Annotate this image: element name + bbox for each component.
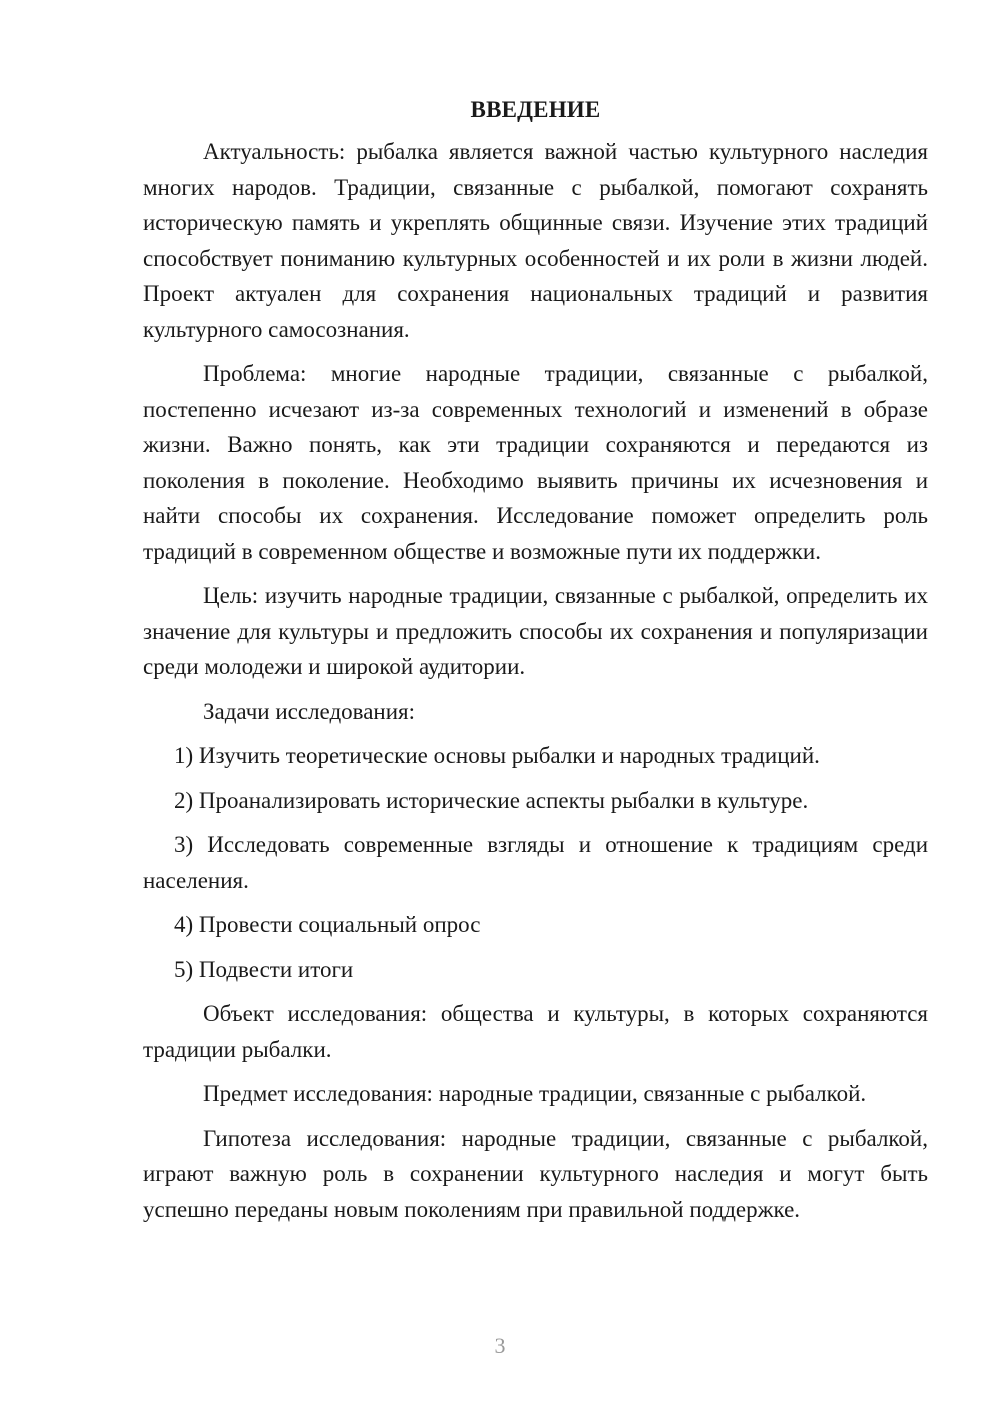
page-number: 3 bbox=[494, 1333, 506, 1358]
task-item-1: 1) Изучить теоретические основы рыбалки и народных традиций. bbox=[174, 743, 820, 768]
task-item-3: 3) Исследовать современные взгляды и отношение к традициям среди населения. bbox=[143, 832, 928, 893]
paragraph-object: Объект исследования: общества и культуры, в которых сохраняются традиции рыбалки. bbox=[143, 1001, 928, 1062]
paragraph-tasks-heading: Задачи исследования: bbox=[203, 698, 416, 724]
paragraph-goal: Цель: изучить народные традиции, связанные с рыбалкой, определить их значение для культуры и предложить способы их сохранения и популяризации среди молодежи и широкой аудитории. bbox=[143, 583, 928, 679]
task-item-4: 4) Провести социальный опрос bbox=[174, 912, 481, 937]
document-page bbox=[143, 92, 928, 1236]
paragraph-problem: Проблема: многие народные традиции, связанные с рыбалкой, постепенно исчезают из-за современных технологий и изменений в образе жизни. Важно понять, как эти традиции сохраняются и передаются из поколения в поколение. Необходимо выявить причины их исчезновения и найти способы их сохранения. Исследование поможет определить роль традиций в современном обществе и возможные пути их поддержки. bbox=[143, 361, 928, 564]
task-item-2: 2) Проанализировать исторические аспекты рыбалки в культуре. bbox=[174, 787, 809, 813]
paragraph-hypothesis: Гипотеза исследования: народные традиции, связанные с рыбалкой, играют важную роль в сохранении культурного наследия и могут быть успешно переданы новым поколениям при правильной поддержке. bbox=[143, 1125, 928, 1222]
task-item-5: 5) Подвести итоги bbox=[174, 956, 354, 982]
paragraph-subject: Предмет исследования: народные традиции, связанные с рыбалкой. bbox=[203, 1081, 867, 1106]
paragraph-relevance: Актуальность: рыбалка является важной частью культурного наследия многих народов. Традиции, связанные с рыбалкой, помогают сохранять историческую память и укреплять общинные связи. Изучение этих традиций способствует пониманию культурных особенностей и их роли в жизни людей. Проект актуален для сохранения национальных традиций и развития культурного самосознания. bbox=[143, 139, 928, 342]
section-title: ВВЕДЕНИЕ bbox=[470, 97, 601, 122]
